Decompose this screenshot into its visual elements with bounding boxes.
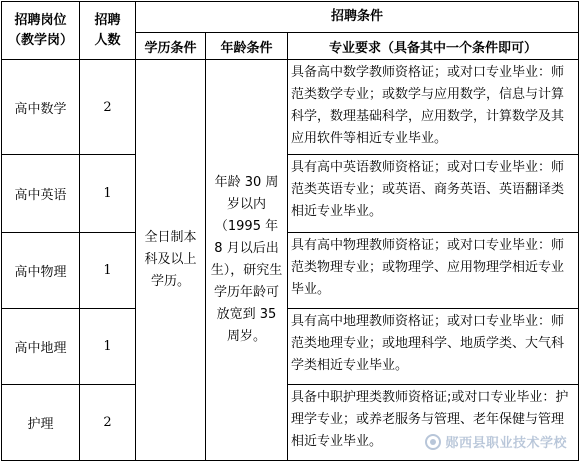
table-row bbox=[2, 60, 579, 155]
row-post: 高中物理 bbox=[2, 233, 80, 309]
row-major: 具有高中地理教师资格证；或对口专业毕业：师范类地理专业；或地理科学、地质学类、大气科学类相近专业毕业。 bbox=[288, 309, 579, 385]
row-count: 1 bbox=[80, 155, 136, 233]
shared-education: 全日制本科及以上学历。 bbox=[136, 60, 206, 461]
header-count bbox=[80, 2, 136, 60]
row-major: 具备中职护理类教师资格证;或对口专业毕业：护理学专业；或养老服务与管理、老年保健与管理相近专业毕业。 bbox=[288, 385, 579, 461]
header-major: 专业要求（具备其中一个条件即可） bbox=[288, 33, 579, 60]
row-count: 1 bbox=[80, 309, 136, 385]
header-row-top bbox=[2, 2, 579, 33]
header-age: 年龄条件 bbox=[206, 33, 288, 60]
table-row bbox=[2, 385, 579, 461]
shared-age: 年龄 30 周岁以内（1995 年 8 月以后出生），研究生学历年龄可放宽到 35 周岁。 bbox=[206, 60, 288, 461]
header-post-line2: （教学岗） bbox=[7, 32, 73, 48]
table-row bbox=[2, 233, 579, 309]
row-post: 高中英语 bbox=[2, 155, 80, 233]
row-count: 2 bbox=[80, 385, 136, 461]
row-count: 1 bbox=[80, 233, 136, 309]
header-conditions: 招聘条件 bbox=[136, 2, 579, 33]
table-row bbox=[2, 309, 579, 385]
watermark-text: 郧西县职业技术学校 bbox=[445, 436, 567, 451]
row-post: 高中数学 bbox=[2, 60, 80, 155]
recruitment-table bbox=[1, 1, 579, 461]
row-post: 护理 bbox=[2, 385, 80, 461]
row-post: 高中地理 bbox=[2, 309, 80, 385]
header-count-line2: 人数 bbox=[94, 32, 121, 48]
header-post bbox=[2, 2, 80, 60]
header-count-line1: 招聘 bbox=[94, 12, 121, 28]
row-major: 具有高中英语教师资格证；或对口专业毕业：师范类英语专业；或英语、商务英语、英语翻译类相近专业毕业。 bbox=[288, 155, 579, 233]
row-major: 具有高中物理教师资格证；或对口专业毕业：师范类物理专业；或物理学、应用物理学相近专业毕业。 bbox=[288, 233, 579, 309]
row-major: 具备高中数学教师资格证；或对口专业毕业：师范类数学专业；或数学与应用数学，信息与计算科学，数理基础科学，应用数学，计算数学及其应用软件等相近专业毕业。 bbox=[288, 60, 579, 155]
header-education: 学历条件 bbox=[136, 33, 206, 60]
table-row bbox=[2, 155, 579, 233]
row-count: 2 bbox=[80, 60, 136, 155]
header-post-line1: 招聘岗位 bbox=[14, 12, 67, 28]
